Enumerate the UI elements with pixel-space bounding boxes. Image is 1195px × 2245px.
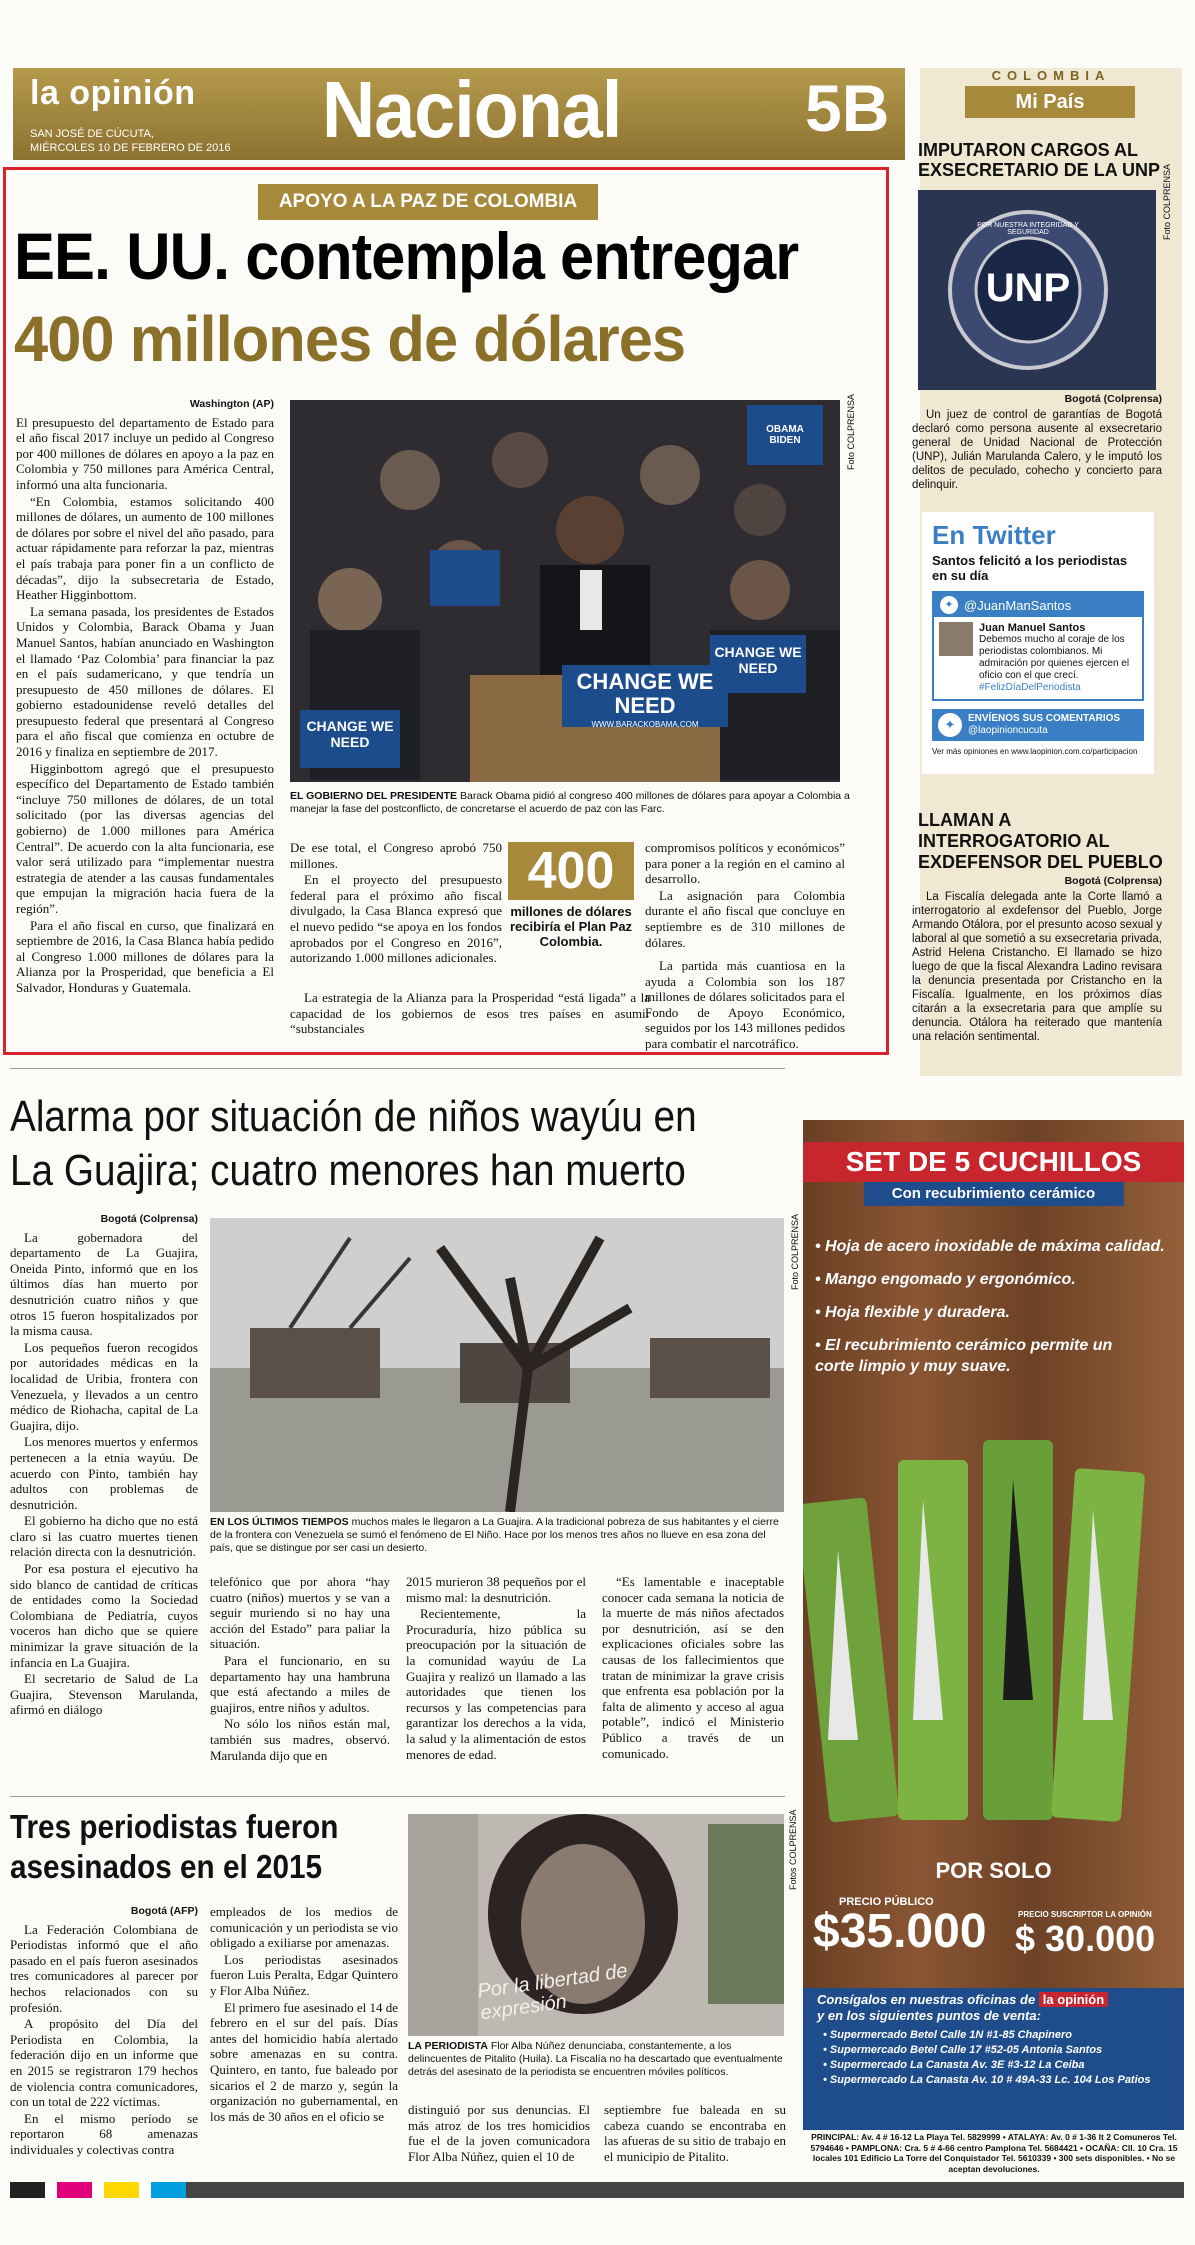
lead-column-1 [16,397,274,997]
lead-paragraph: En el proyecto del presupuesto federal para el próximo año fiscal divulgado, la Casa Blanca expresó que el nuevo pedido “se apoya en los fondos aprobados por el Congreso en 2016”, autorizando 1.000 millones adicionales. [290,872,502,966]
sidebar-country: COLOMBIA [991,68,1111,83]
page-number: 5B [805,71,890,145]
journalists-column-4 [604,2102,786,2165]
defensor-headline: LLAMAN A INTERROGATORIO AL EXDEFENSOR DEL PUEBLO [918,810,1163,872]
unp-headline: IMPUTARON CARGOS AL EXSECRETARIO DE LA UNP [918,140,1161,180]
wayuu-paragraph: “Es lamentable e inaceptable conocer cada semana la noticia de la muerte de más niños afectados por desnutrición, así se den explicaciones oficiales sobre las causas de los fallecimientos que tratan de minimizar la grave crisis que enfrenta esa población por la falta de alimento y acceso al agua potable”, indicó el Ministerio Público a través de un comunicado. [602,1574,784,1761]
unp-photo [918,190,1156,390]
sidebar-section-tab: Mi País [965,86,1135,118]
knife-set-icon [803,1420,1184,1860]
graffiti-text: Por la libertad de expresión [476,1959,629,2025]
masthead-brand: la opinión [30,74,196,112]
wayuu-photo [210,1218,784,1512]
wayuu-column-4 [602,1574,784,1762]
wayuu-caption-text: muchos males le llegaron a La Guajira. A la tradicional pobreza de sus habitantes y el cierre de la frontera con Venezuela se sumó el fenómeno de El Niño. Hace por los menos tres años no llueve en esa zona del país, que se distingue por ser casi un desierto. [210,1516,779,1554]
lead-paragraph: La estrategia de la Alianza para la Prosperidad “está ligada” a la capacidad de los gobiernos de esos tres países en asumir “substanciales [290,990,650,1037]
ad-bullet: • El recubrimiento cerámico permite un corte limpio y muy suave. [815,1337,1113,1375]
tweet-author: Juan Manuel Santos [979,622,1086,634]
wayuu-paragraph: La gobernadora del departamento de La Guajira, Oneida Pinto, informó que en los últimos días han muerto por desnutrición cuatro niños y que otros 15 fueron hospitalizados por la misma causa. [10,1229,198,1339]
ad-price-label-subscriber: PRECIO SUSCRIPTOR LA OPINIÓN [1018,1910,1152,1919]
tweet-text: Debemos mucho al coraje de los periodistas colombianos. Mi admiración por quienes ejercen el oficio con el que crecí. [979,634,1130,681]
wayuu-column-3 [406,1574,586,1763]
ad-bullet: • Hoja flexible y duradera. [815,1304,1010,1321]
web-note: Ver más opiniones en www.laopinion.com.co/participacion [932,747,1138,756]
lead-sign-url: WWW.BARACKOBAMA.COM [591,720,699,729]
ad-consigalos-2: y en los siguientes puntos de venta: [817,2008,1041,2023]
wayuu-paragraph: No sólo los niños están mal, también sus madres, observó. Marulanda dijo que en [210,1716,390,1763]
wayuu-caption-lead: EN LOS ÚLTIMOS TIEMPOS [210,1516,349,1528]
divider [10,1068,785,1069]
lead-caption [290,790,850,816]
unp-badge-ring: POR NUESTRA INTEGRIDAD Y SEGURIDAD [977,222,1079,236]
wayuu-headline-1: Alarma por situación de niños wayúu en [10,1092,697,1141]
journalists-paragraph: El primero fue asesinado el 14 de febrero en el sur del país. Días antes del homicidio había alertado sobre amenazas en su contra. Quintero, en tanto, fue baleado por sicarios el 2 de marzo y, según la organización no gubernamental, en los más de 30 años en el oficio se [210,1999,398,2124]
send-comments-title: ENVÍENOS SUS COMENTARIOS [968,713,1121,724]
lead-paragraph: La asignación para Colombia durante el año fiscal que concluye en septiembre es de 310 millones de dólares. [645,887,845,950]
lead-paragraph: De ese total, el Congreso aprobó 750 millones. [290,840,502,871]
wayuu-paragraph: El secretario de Salud de La Guajira, Stevenson Marulanda, afirmó en diálogo [10,1671,198,1718]
ad-store: • Supermercado La Canasta Av. 10 # 49A-33 Lc. 104 Los Patios [823,2074,1151,2086]
ad-footer: PRINCIPAL: Av. 4 # 16-12 La Playa Tel. 5829999 • ATALAYA: Av. 0 # 1-36 lt 2 Comuneros Tel. 5794646 • PAMPLONA: Cra. 5 # 4-66 centro Pamplona Tel. 5684421 • OCAÑA: Cll. 10 Cra. 15 locales 101 Edificio La Torre del Conquistador Tel. 5610339 • 300 sets disponibles. • No se aceptan devoluciones. [810,2132,1178,2174]
journalists-column-2 [210,1904,398,2125]
wayuu-paragraph: 2015 murieron 38 pequeños por el mismo mal: la desnutrición. [406,1574,586,1605]
lead-sign-left: CHANGE WE NEED [306,718,394,750]
wayuu-photo-scene [210,1218,784,1512]
tweet-card [932,591,1144,701]
ad-stores-panel [803,1988,1184,2130]
twitter-bird-icon: ✦ [940,596,958,614]
unp-story [912,392,1162,493]
lead-paragraph: El presupuesto del departamento de Estado para el año fiscal 2017 incluye un pedido al Congreso por 400 millones de dólares en apoyo a la paz en Colombia y 750 millones para América Central, informó una alta funcionaria. [16,414,274,492]
twitter-title: En Twitter [932,520,1056,550]
wayuu-headline-2: La Guajira; cuatro menores han muerto [10,1146,686,1195]
ad-brand-tag: la opinión [1039,1992,1108,2007]
knife-ad[interactable] [803,1120,1184,2130]
journalists-dateline: Bogotá (AFP) [130,1905,198,1917]
lead-sign-main: CHANGE WE NEED [576,669,714,718]
ad-store: • Supermercado La Canasta Av. 3E #3-12 La Ceiba [823,2059,1085,2071]
journalists-paragraph: En el mismo período se reportaron 68 amenazas individuales y colectivas contra [10,2110,198,2157]
wayuu-paragraph: telefónico que por ahora “hay cuatro (niños) muertos y se van a seguir muriendo si no hay una acción del Estado” para paliar la situación. [210,1574,390,1652]
journalists-caption [408,2040,786,2079]
journalists-paragraph: distinguió por sus denuncias. El más atroz de los tres homicidios fue el de la joven comunicadora Flor Alba Núñez, quien el 10 de [408,2102,590,2164]
wayuu-paragraph: Por esa postura el ejecutivo ha sido blanco de cantidad de críticas de entidades como la Sociedad Colombiana de Pediatría, cuyos voceros han dicho que se quiere minimizar la grave situación de la infancia en La Guajira. [10,1561,198,1670]
journalists-headline-1: Tres periodistas fueron [10,1808,339,1845]
defensor-dateline: Bogotá (Colprensa) [1064,875,1162,887]
journalists-column-1 [10,1904,198,2159]
unp-dateline: Bogotá (Colprensa) [1064,393,1162,405]
journalists-headline-2: asesinados en el 2015 [10,1848,323,1885]
lead-dateline: Washington (AP) [189,398,274,410]
masthead-date: MIÉRCOLES 10 DE FEBRERO DE 2016 [30,142,231,154]
lead-column-2 [290,840,502,967]
avatar [939,622,973,656]
wayuu-caption [210,1516,785,1555]
wayuu-column-2 [210,1574,390,1764]
divider [10,1796,785,1797]
ad-price-label-public: PRECIO PÚBLICO [839,1896,934,1908]
lead-photo-credit: Foto COLPRENSA [846,393,856,470]
lead-kicker: APOYO A LA PAZ DE COLOMBIA [258,184,598,220]
wayuu-paragraph: Para el funcionario, en su departamento hay una hambruna que está afectando a miles de guajiros, entre niños y adultos. [210,1652,390,1715]
lead-paragraph: Para el año fiscal en curso, que finalizará en septiembre de 2016, la Casa Blanca había pedido al Congreso 1.000 millones de dólares para la Alianza por la Prosperidad, que beneficia a El Salvador, Honduras y Guatemala. [16,917,274,995]
ad-por-solo: POR SOLO [935,1858,1052,1883]
tweet-body [934,617,1142,699]
twitter-handle-bar [934,593,1142,617]
lead-headline-2: 400 millones de dólares [14,303,686,375]
registration-strip [10,2182,1184,2198]
factbox [508,842,634,974]
lead-sign-obama: OBAMA BIDEN [766,424,804,446]
ad-price-subscriber: $ 30.000 [1015,1918,1156,1959]
twitter-handle: @JuanManSantos [964,597,1072,613]
lead-sign-right: CHANGE WE NEED [714,644,802,676]
send-comments-bar [932,709,1144,741]
twitter-box [922,512,1154,774]
journalists-photo [408,1814,784,2036]
lead-paragraph: “En Colombia, estamos solicitando 400 millones de dólares, un aumento de 100 millones de dólares por sobre el nivel del año pasado, para actuar rápidamente para reforzar la paz, mientras el país trabaja para poner fin a un conflicto de décadas”, dijo la subsecretaria de Estado, Heather Higginbottom. [16,493,274,603]
lead-headline-1: EE. UU. contempla entregar [14,219,799,293]
lead-caption-text: Barack Obama pidió al congreso 400 millones de dólares para apoyar a Colombia a manejar la fase del postconflicto, de concretarse el acuerdo de paz con las Farc. [290,790,850,815]
unp-badge-text: UNP [985,266,1071,310]
ad-price-public: $35.000 [813,1905,987,1958]
ad-store: • Supermercado Betel Calle 1N #1-85 Chapinero [823,2029,1073,2041]
lead-paragraph: compromisos políticos y económicos” para poner a la región en el camino al desarrollo. [645,840,845,887]
defensor-story [912,874,1162,1045]
journalists-paragraph: La Federación Colombiana de Periodistas informó que el año pasado en el país fueron asesinados tres comunicadores al parecer por hechos relacionados con su profesión. [10,1921,198,2015]
lead-column-2-tail [290,990,650,1038]
lead-caption-lead: EL GOBIERNO DEL PRESIDENTE [290,790,458,802]
wayuu-dateline: Bogotá (Colprensa) [100,1213,198,1225]
journalists-caption-text: Flor Alba Núñez denunciaba, constantemente, a los delincuentes de Pitalito (Huila). La Fiscalía no ha descartado que eventualmente detrás del asesinato de la periodista se encuentren móviles políticos. [408,2040,783,2078]
ad-bullet: • Hoja de acero inoxidable de máxima calidad. [815,1238,1165,1255]
factbox-text: millones de dólares recibiría el Plan Paz Colombia. [509,904,633,949]
journalists-paragraph: Los periodistas asesinados fueron Luis Peralta, Edgar Quintero y Flor Alba Núñez. [210,1951,398,1998]
send-comments-handle: @laopinioncucuta [968,725,1048,736]
unp-text: Un juez de control de garantías de Bogotá declaró como persona ausente al exsecretario general de Unidad Nacional de Protección (UNP), Julián Marulanda Calero, y le imputó los delitos de peculado, cohecho y concierto para delinquir. [912,409,1162,491]
journalists-caption-lead: LA PERIODISTA [408,2040,488,2052]
section-title: Nacional [322,65,622,154]
lead-column-3-tail [645,958,845,1053]
ad-store: • Supermercado Betel Calle 17 #52-05 Antonia Santos [823,2044,1103,2056]
lead-paragraph: Higginbottom agregó que el presupuesto específico del Departamento de Estado también “incluye 750 millones de dólares, de un total solicitado (por las diversas agencias del gobierno) de 1.000 millones para América Central”. De acuerdo con la alta funcionaria, ese valor será utilizado para “implementar nuestra estrategia de atender a las causas fundamentales que empujan la migración hacia fuera de la región”. [16,760,274,916]
journalists-paragraph: septiembre fue baleada en su cabeza cuando se encontraba en las afueras de su sitio de trabajo en el municipio de Pitalito. [604,2102,786,2164]
twitter-subtitle: Santos felicitó a los periodistas en su día [932,553,1128,583]
lead-column-3 [645,840,845,951]
journalists-paragraph: empleados de los medios de comunicación y un periodista se vio obligado a exiliarse por amenazas. [210,1904,398,1951]
ad-bullet: • Mango engomado y ergonómico. [815,1271,1076,1288]
ad-subtitle: Con recubrimiento cerámico [864,1182,1124,1206]
unp-photo-credit: Foto COLPRENSA [1162,163,1172,240]
wayuu-paragraph: El gobierno ha dicho que no está claro si las cuatro muertes tienen relación directa con la desnutrición. [10,1513,198,1560]
twitter-bird-icon: ✦ [938,713,962,737]
wayuu-paragraph: Los menores muertos y enfermos pertenecen a la etnia wayúu. De acuerdo con Pinto, también hay adultos con problemas de desnutrición. [10,1434,198,1512]
wayuu-paragraph: Los pequeños fueron recogidos por autoridades médicas en la localidad de Uribia, frontera con Venezuela, y llevados a un centro médico de Riohacha, capital de La Guajira, dijo. [10,1339,198,1433]
journalists-paragraph: A propósito del Día del Periodista en Colombia, la federación dijo en un informe que en 2015 se registraron 179 hechos de violencia contra comunicadores, con un total de 222 víctimas. [10,2016,198,2110]
wayuu-photo-credit: Foto COLPRENSA [790,1213,800,1290]
journalists-column-3 [408,2102,590,2165]
lead-paragraph: La semana pasada, los presidentes de Estados Unidos y Colombia, Barack Obama y Juan Manuel Santos, habían anunciado en Washington el llamado ‘Paz Colombia’ para financiar la paz en el país sudamericano, y que tendría un presupuesto de 450 millones de dólares. El gobierno estadounidense reveló detalles del presupuesto federal que presentará al Congreso para el año fiscal que comienza en octubre de 2016 y finaliza en septiembre de 2017. [16,603,274,760]
ad-consigalos: Consígalos en nuestras oficinas de [817,1992,1036,2007]
ad-bullets [815,1236,1184,1377]
lead-paragraph: La partida más cuantiosa en la ayuda a Colombia son los 187 millones de dólares solicitados para el Fondo de Apoyo Económico, seguidos por los 143 millones pedidos para combatir el narcotráfico. [645,958,845,1051]
wayuu-column-1 [10,1212,198,1719]
journalists-photo-credit: Fotos COLPRENSA [788,1809,798,1890]
lead-photo [290,400,840,782]
factbox-number: 400 [508,842,634,900]
wayuu-paragraph: Recientemente, la Procuraduría, hizo pública su preocupación por la situación de la comunidad wayúu de La Guajira y realizó un llamado a las autoridades que tienen los recursos y las competencias para garantizar los derechos a la vida, la salud y la alimentación de estos menores de edad. [406,1606,586,1762]
ad-title: SET DE 5 CUCHILLOS [803,1142,1184,1182]
defensor-text: La Fiscalía delegada ante la Corte llamó a interrogatorio al exdefensor del Pueblo, Jorge Armando Otálora, por el presunto acoso sexual y laboral al que sometió a su exsecretaria privada, Astrid Helena Cristancho. El llamado se hizo luego de que la fiscal Alexandra Ladino revisara la denuncia presentada por Cristancho en la Fiscalía. Igualmente, en los próximos días citarán a la exsecretaria para que amplíe su denuncia. Otálora ha reiterado que mantenía una relación sentimental. [912,891,1162,1043]
tweet-hashtag: #FelizDíaDelPeriodista [979,682,1081,693]
masthead-location: SAN JOSÉ DE CÚCUTA, [30,128,154,140]
